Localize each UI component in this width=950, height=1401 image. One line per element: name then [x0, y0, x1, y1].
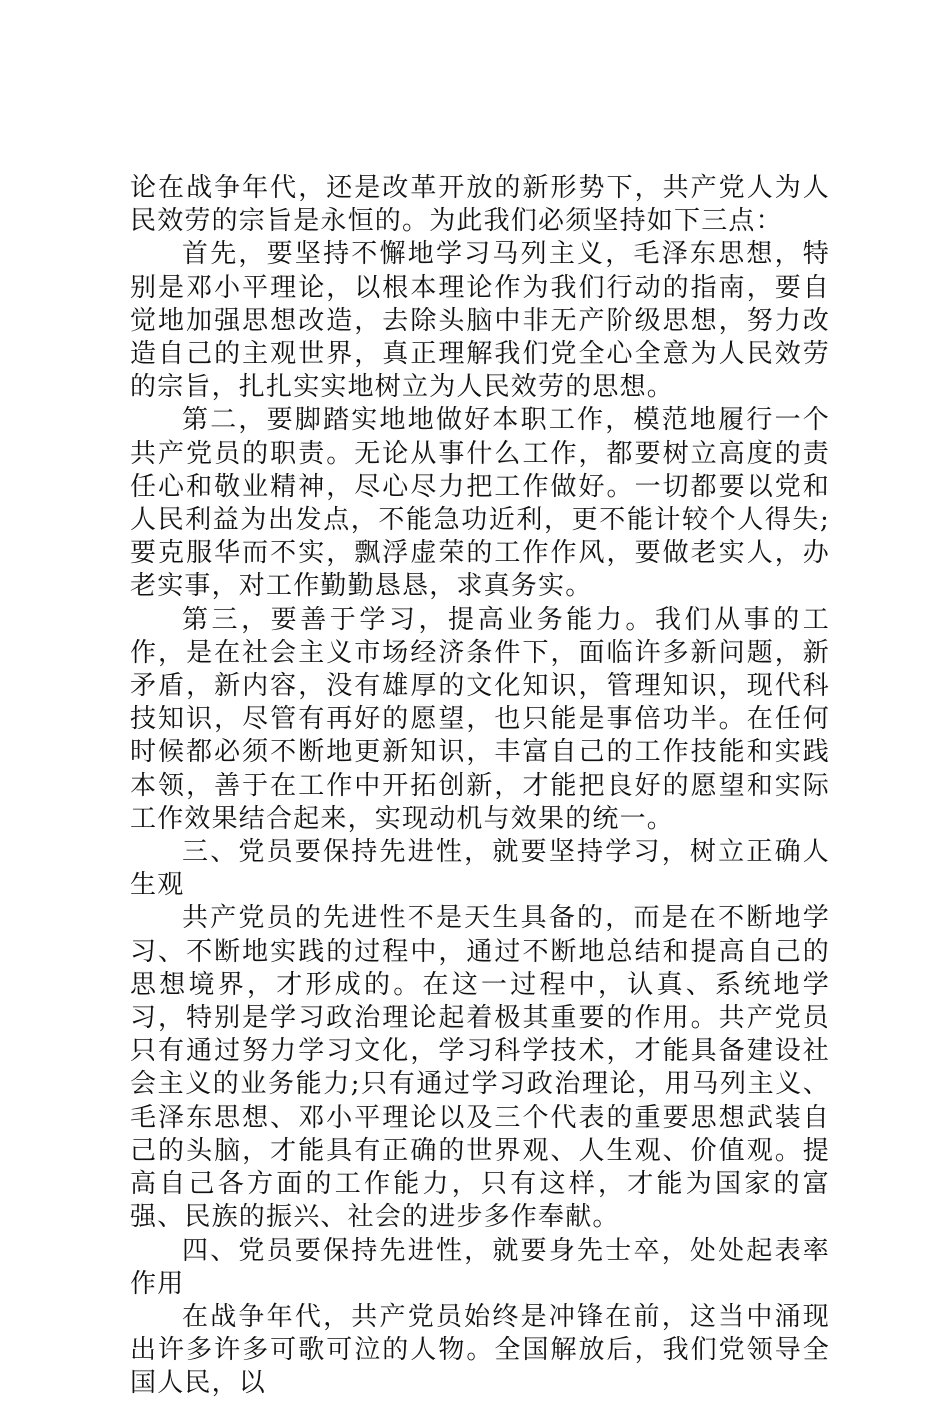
paragraph-first-point: 首先，要坚持不懈地学习马列主义，毛泽东思想，特别是邓小平理论，以根本理论作为我们行动的指南，要自觉地加强思想改造，去除头脑中非无产阶级思想，努力改造自己的主观世界，真正理解我们党全心全意为人民效劳的宗旨，扎扎实实地树立为人民效劳的思想。	[130, 239, 830, 403]
paragraph-study: 共产党员的先进性不是天生具备的，而是在不断地学习、不断地实践的过程中，通过不断地总结和提高自己的思想境界，才形成的。在这一过程中，认真、系统地学习，特别是学习政治理论起着极其重要的作用。共产党员只有通过努力学习文化，学习科学技术，才能具备建设社会主义的业务能力;只有通过学习政治理论，用马列主义、毛泽东思想、邓小平理论以及三个代表的重要思想武装自己的头脑，才能具有正确的世界观、人生观、价值观。提高自己各方面的工作能力，只有这样，才能为国家的富强、民族的振兴、社会的进步多作奉献。	[130, 903, 830, 1233]
paragraph-war-years: 在战争年代，共产党员始终是冲锋在前，这当中涌现出许多许多可歌可泣的人物。全国解放后，我们党领导全国人民，以	[130, 1301, 830, 1399]
paragraph-continuation: 论在战争年代，还是改革开放的新形势下，共产党人为人民效劳的宗旨是永恒的。为此我们必须坚持如下三点：	[130, 173, 830, 237]
paragraph-second-point: 第二，要脚踏实地地做好本职工作，模范地履行一个共产党员的职责。无论从事什么工作，都要树立高度的责任心和敬业精神，尽心尽力把工作做好。一切都要以党和人民利益为出发点，不能急功近利，更不能计较个人得失;要克服华而不实，飘浮虚荣的工作作风，要做老实人，办老实事，对工作勤勤恳恳，求真务实。	[130, 405, 830, 602]
section-heading-four: 四、党员要保持先进性，就要身先士卒，处处起表率作用	[130, 1235, 830, 1299]
paragraph-third-point: 第三，要善于学习，提高业务能力。我们从事的工作，是在社会主义市场经济条件下，面临许多新问题，新矛盾，新内容，没有雄厚的文化知识，管理知识，现代科技知识，尽管有再好的愿望，也只能是事倍功半。在任何时候都必须不断地更新知识，丰富自己的工作技能和实践本领，善于在工作中开拓创新，才能把良好的愿望和实际工作效果结合起来，实现动机与效果的统一。	[130, 604, 830, 834]
section-heading-three: 三、党员要保持先进性，就要坚持学习，树立正确人生观	[130, 837, 830, 901]
document-body	[130, 172, 830, 1401]
